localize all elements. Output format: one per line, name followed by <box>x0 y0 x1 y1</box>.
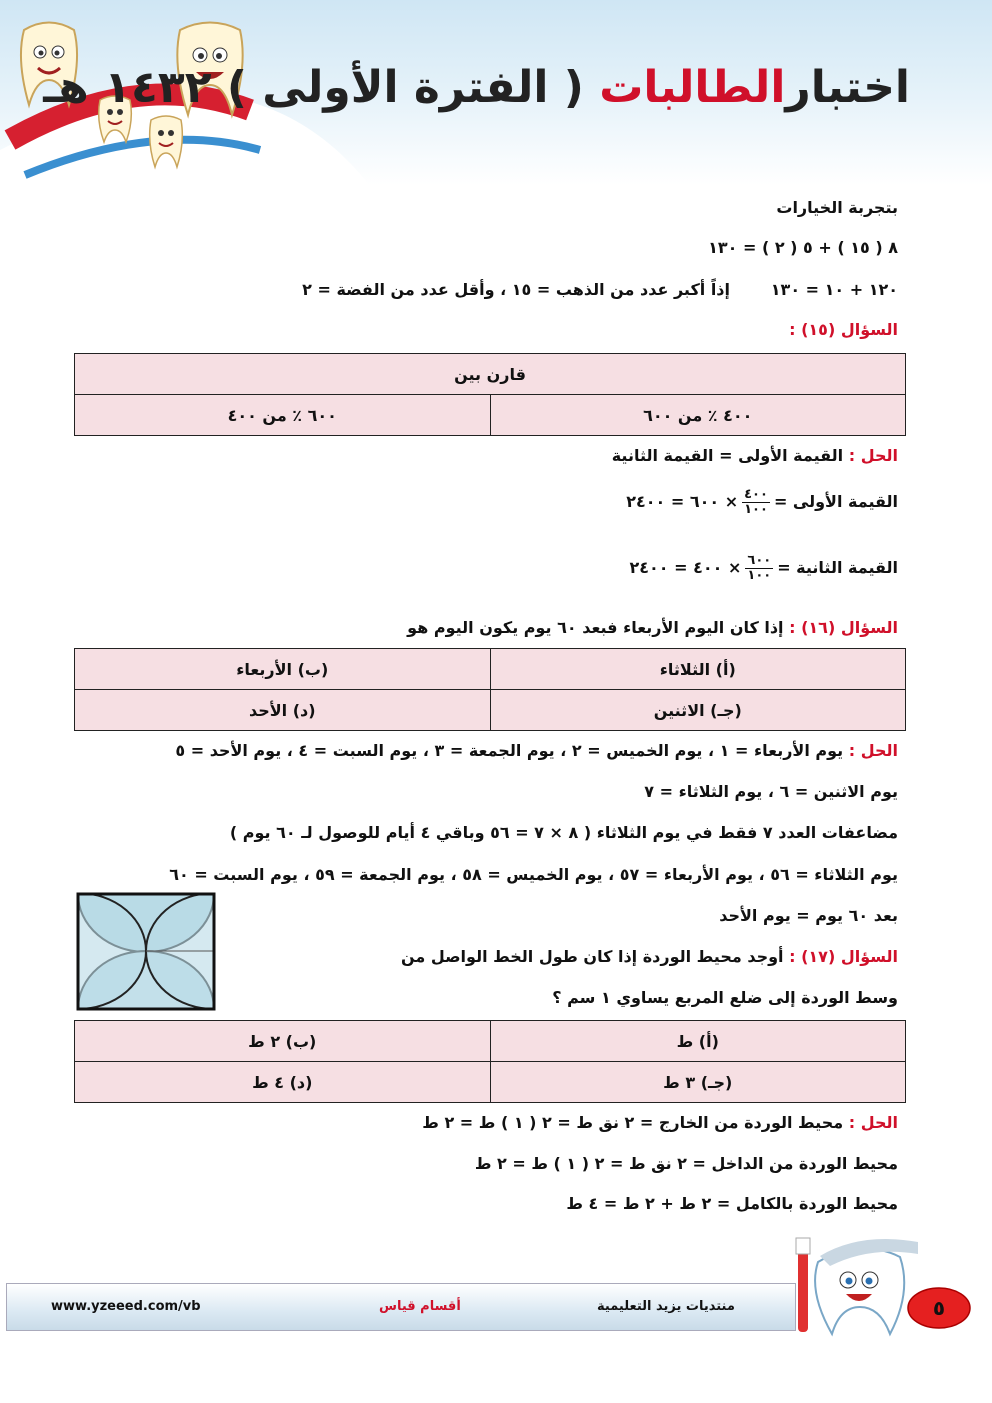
q16-solution-line: يوم الثلاثاء = ٥٦ ، يوم الأربعاء = ٥٧ ، يوم الخميس = ٥٨ ، يوم الجمعة = ٥٩ ، يوم السبت = ٦٠ <box>169 865 898 884</box>
q15-table-header: قارن بين <box>75 354 906 395</box>
q15-solution: الحل : القيمة الأولى = القيمة الثانية <box>611 446 898 465</box>
q17-solution-line: محيط الوردة بالكامل = ٢ ط + ٢ ط = ٤ ط <box>566 1194 898 1213</box>
tooth-mascot-icon <box>790 1232 920 1342</box>
q16-solution-line: يوم الاثنين = ٦ ، يوم الثلاثاء = ٧ <box>644 782 898 801</box>
tooth-mascot-icon <box>146 115 186 170</box>
q17-option-a: (أ) ط <box>490 1021 906 1062</box>
q17-question-cont: وسط الوردة إلى ضلع المربع يساوي ١ سم ؟ <box>552 988 898 1007</box>
footer-section: أقسام قياس <box>379 1299 461 1314</box>
q17-option-c: (جـ) ٣ ط <box>490 1062 906 1103</box>
q17-solution-line: الحل : محيط الوردة من الخارج = ٢ نق ط = ٢ ( ١ ) ط = ٢ ط <box>422 1113 898 1132</box>
intro-equation: ٨ ( ١٥ ) + ٥ ( ٢ ) = ١٣٠ <box>708 238 898 257</box>
q16-solution-line: بعد ٦٠ يوم = يوم الأحد <box>719 906 898 925</box>
intro-line: بتجربة الخيارات <box>776 198 898 217</box>
q16-solution-line: الحل : يوم الأربعاء = ١ ، يوم الخميس = ٢ ، يوم الجمعة = ٣ ، يوم السبت = ٤ ، يوم الأحد = ٥ <box>175 741 898 760</box>
intro-result-right: إذاً أكبر عدد من الذهب = ١٥ ، وأقل عدد من الفضة = ٢ <box>302 280 730 299</box>
q16-question: السؤال (١٦) : إذا كان اليوم الأربعاء فبعد ٦٠ يوم يكون اليوم هو <box>407 618 898 637</box>
q17-question: السؤال (١٧) : أوجد محيط الوردة إذا كان طول الخط الواصل من <box>400 947 898 966</box>
q16-solution-line: مضاعفات العدد ٧ فقط في يوم الثلاثاء ( ٨ × ٧ = ٥٦ وباقي ٤ أيام للوصول لـ ٦٠ يوم ) <box>229 823 898 842</box>
q17-option-d: (د) ٤ ط <box>75 1062 491 1103</box>
page-title: اختبارالطالبات ( الفترة الأولى ) ١٤٣٢ هـ <box>43 62 910 113</box>
q17-solution-line: محيط الوردة من الداخل = ٢ نق ط = ٢ ( ١ ) ط = ٢ ط <box>474 1154 898 1173</box>
page-number: ٥ <box>932 1296 946 1320</box>
q17-options-table <box>74 1020 906 1103</box>
q15-column-a: ٤٠٠ ٪ من ٦٠٠ <box>490 395 906 436</box>
q15-value1: القيمة الأولى = $\frac{٤٠٠}{١٠٠}$ × ٦٠٠ = ٢٤٠٠ <box>626 487 898 517</box>
footer-bar <box>6 1283 796 1331</box>
intro-result-left: ١٢٠ + ١٠ = ١٣٠ <box>770 280 898 299</box>
q15-value2: القيمة الثانية = $\frac{٦٠٠}{١٠٠}$ × ٤٠٠ = ٢٤٠٠ <box>629 553 898 583</box>
page-number-badge <box>906 1286 972 1330</box>
q16-option-a: (أ) الثلاثاء <box>490 649 906 690</box>
q16-options-table <box>74 648 906 731</box>
rose-square-figure <box>75 891 217 1012</box>
q15-column-b: ٦٠٠ ٪ من ٤٠٠ <box>75 395 491 436</box>
footer-forum: منتديات يزيد التعليمية <box>597 1299 735 1314</box>
q17-option-b: (ب) ٢ ط <box>75 1021 491 1062</box>
q15-compare-table <box>74 353 906 436</box>
q16-option-c: (جـ) الاثنين <box>490 690 906 731</box>
q16-option-b: (ب) الأربعاء <box>75 649 491 690</box>
q15-label: السؤال (١٥) : <box>789 320 898 339</box>
q16-option-d: (د) الأحد <box>75 690 491 731</box>
footer-url[interactable]: www.yzeeed.com/vb <box>51 1299 201 1314</box>
